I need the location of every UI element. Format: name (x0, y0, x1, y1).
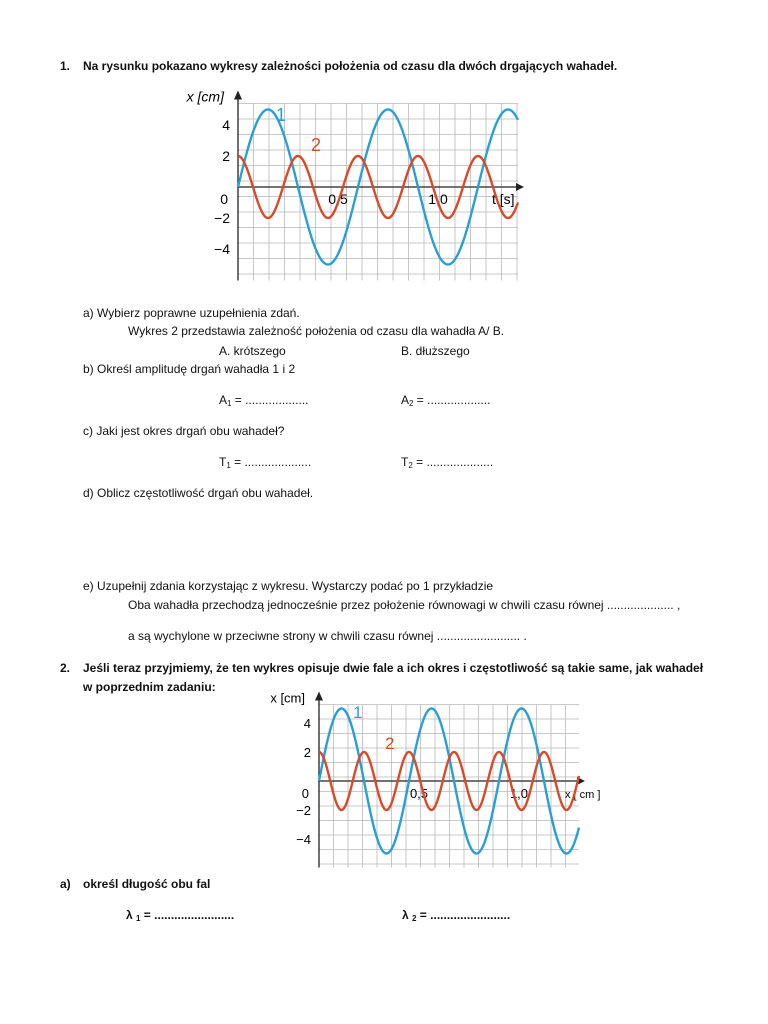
x-axis-label: x [ cm ] (565, 789, 601, 801)
option-b[interactable]: B. dłuższego (401, 344, 470, 358)
y-tick-label: 2 (222, 148, 230, 164)
t1-blank: = .................... (230, 455, 312, 469)
task1-d-prompt: d) Oblicz częstotliwość drgań obu wahadeł. (83, 486, 314, 500)
task1-a-prompt: a) Wybierz poprawne uzupełnienia zdań. (83, 306, 300, 320)
l2-sub: 2 (412, 914, 417, 923)
task1-number: 1. (60, 59, 71, 73)
a2-label: A (401, 393, 410, 407)
task2-question-line2: w poprzednim zadaniu: (83, 680, 216, 694)
x-tick-label: 1,0 (428, 191, 448, 207)
a1-sub: 1 (227, 399, 232, 408)
y-tick-label: 4 (303, 716, 311, 731)
series-label-1: 1 (276, 105, 287, 125)
answer-lambda1[interactable] (126, 908, 234, 926)
origin-label: 0 (220, 191, 228, 207)
answer-a2[interactable] (401, 393, 491, 411)
x-axis-arrow-icon (516, 183, 524, 191)
answer-t1[interactable] (219, 455, 311, 473)
t2-sub: 2 (408, 461, 413, 470)
series-label-2: 2 (385, 734, 395, 753)
task1-e-prompt: e) Uzupełnij zdania korzystając z wykresu. Wystarczy podać po 1 przykładzie (83, 579, 494, 593)
l1-sub: 1 (136, 914, 141, 923)
y-tick-label: 4 (222, 117, 230, 133)
origin-label: 0 (301, 786, 309, 801)
y-tick-label: −2 (214, 210, 230, 226)
answer-a1[interactable] (219, 393, 309, 411)
y-tick-label: −4 (214, 241, 230, 257)
y-tick-label: −4 (296, 832, 311, 847)
l2-label: λ (402, 908, 413, 922)
task2-a-marker: a) (60, 877, 71, 891)
task1-a-sentence: Wykres 2 przedstawia zależność położenia od czasu dla wahadła A/ B. (128, 324, 505, 338)
t2-blank: = .................... (412, 455, 494, 469)
a2-sub: 2 (409, 399, 414, 408)
y-axis-arrow-icon (315, 692, 323, 701)
task1-e-line2[interactable]: a są wychylone w przeciwne strony w chwili czasu równej ......................... . (128, 629, 527, 643)
task1-question: Na rysunku pokazano wykresy zależności położenia od czasu dla dwóch drgających wahadeł. (83, 59, 618, 73)
task2-number: 2. (60, 661, 71, 675)
series-label-2: 2 (311, 135, 322, 155)
y-axis-label: x [cm] (186, 88, 224, 105)
answer-lambda2[interactable] (402, 908, 510, 926)
y-tick-label: 2 (303, 745, 311, 760)
x-tick-label: 1,0 (509, 786, 529, 801)
t1-sub: 1 (226, 461, 231, 470)
task2-a-prompt: określ długość obu fal (83, 877, 211, 891)
option-a[interactable]: A. krótszego (219, 344, 286, 358)
a2-blank: = ................... (413, 393, 491, 407)
t1-label: T (219, 455, 227, 469)
y-tick-label: −2 (296, 803, 311, 818)
a1-label: A (219, 393, 228, 407)
x-tick-label: 0,5 (328, 191, 348, 207)
a1-blank: = ................... (231, 393, 309, 407)
task1-e-line1[interactable]: Oba wahadła przechodzą jednocześnie przez położenie równowagi w chwili czasu równej .................... , (128, 598, 681, 612)
t2-label: T (401, 455, 409, 469)
task1-b-prompt: b) Określ amplitudę drgań wahadła 1 i 2 (83, 362, 296, 376)
x-axis-label: t [s] (492, 191, 515, 207)
x-tick-label: 0,5 (409, 786, 429, 801)
l2-blank: = ........................ (416, 908, 511, 922)
series-label-1: 1 (353, 703, 363, 722)
l1-blank: = ........................ (140, 908, 235, 922)
chart2 (265, 690, 625, 870)
y-axis-label: x [cm] (270, 690, 305, 706)
y-axis-arrow-icon (234, 91, 242, 100)
answer-t2[interactable] (401, 455, 493, 473)
chart1 (180, 85, 540, 290)
task2-question-line1: Jeśli teraz przyjmiemy, że ten wykres opisuje dwie fale a ich okres i częstotliwość są takie same, jak wahadeł (83, 661, 704, 675)
l1-label: λ (126, 908, 137, 922)
task1-c-prompt: c) Jaki jest okres drgań obu wahadeł? (83, 424, 285, 438)
